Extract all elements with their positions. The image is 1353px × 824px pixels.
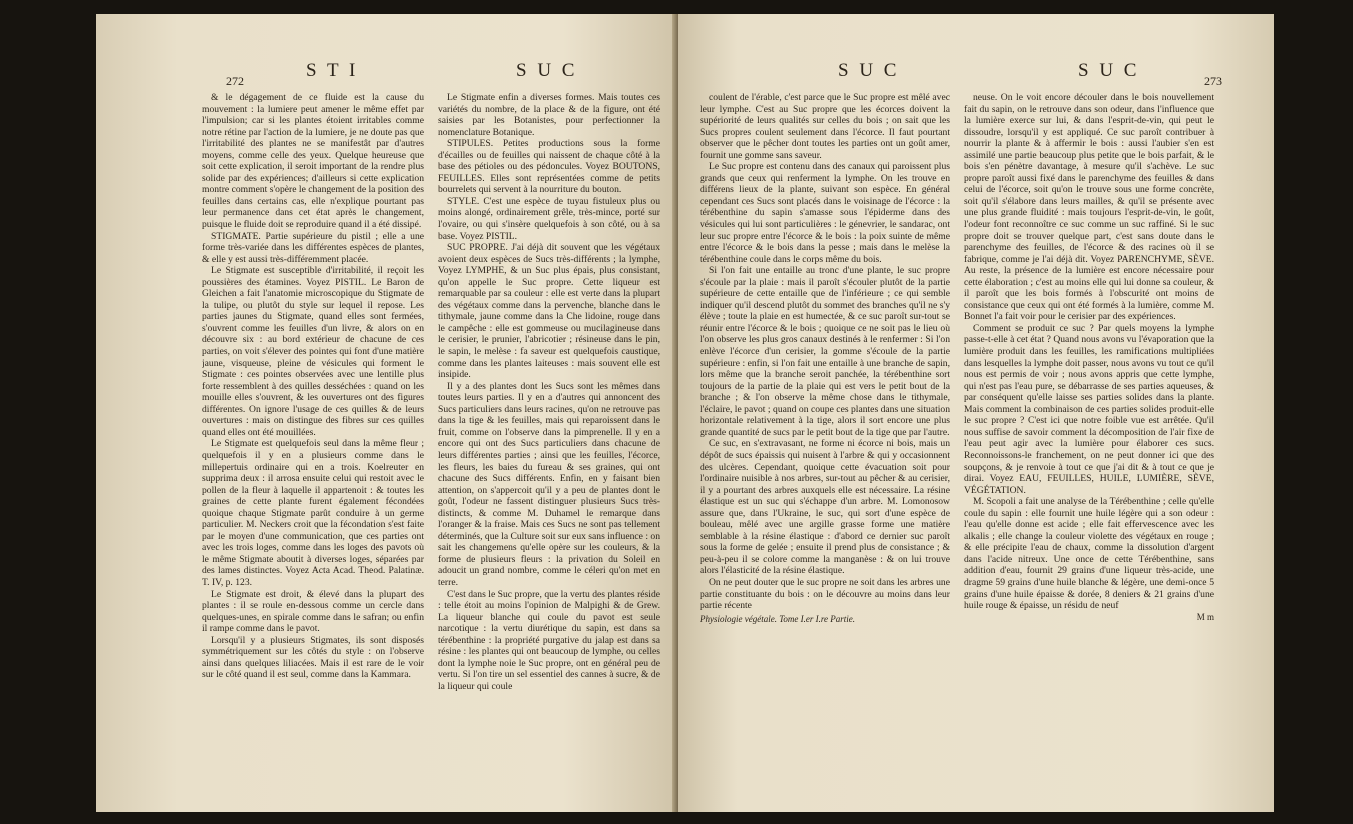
paragraph: Comment se produit ce suc ? Par quels moyens la lymphe passe-t-elle à cet état ? Quand nous avons vu l'évaporation que la lumière produit dans les feuilles, les ramifications multipliées dans lesquelles la lymphe doit passer, nous avons vu tout ce qu'il nous est permis de voir ; nous avons appris que cette lymphe, qui n'est pas l'eau pure, se débarrasse de ses parties aqueuses, & par conséquent qu'elle laisse ses parties solides dans la plante. Mais comment la combinaison de ces parties solides produit-elle le suc propre ? C'est ici que notre foible vue est arrêtée. Qu'il nous suffise de savoir comment la décomposition de l'air fixe de l'eau peut agir avec la lumière pour élaborer ces sucs. Reconnoissons-le franchement, on ne peut donner ici que des soupçons, & je renvoie à tout ce que j'ai dit & à tout ce que je dirai. Voyez EAU, FEUILLES, HUILE, LUMIÈRE, SÈVE, VÉGÉTATION. — [964, 322, 1214, 496]
right-column-1 — [700, 92, 950, 812]
page-number-left: 272 — [226, 74, 244, 88]
running-header-right-2: S U C — [1078, 60, 1140, 81]
paragraph: C'est dans le Suc propre, que la vertu des plantes réside : telle étoit au moins l'opinion de Malpighi & de Grew. La liqueur blanche qui coule du pavot est seule narcotique : la vertu diurétique du sapin, est dans sa térébenthine : la propriété purgative du jalap est dans sa résine : les plantes qui ont beaucoup de lymphe, ou celles dont la lymphe noie le Suc propre, ont en général peu de vertu. Si l'on tire un sel essentiel des cannes à sucre, & de la liqueur qui coule — [438, 588, 660, 692]
paragraph: On ne peut douter que le suc propre ne soit dans les arbres une partie constituante du bois : on le découvre au moins dans leur partie récente — [700, 576, 950, 612]
running-header-left-1: S T I — [306, 60, 359, 81]
paragraph: Le Stigmate est susceptible d'irritabilité, il reçoit les poussières des étamines. Voyez PISTIL. Le Baron de Gleichen a fait l'anatomie microscopique du Stigmate de la tulipe, ou plutôt du style sur lequel il repose. Les parties jaunes du Stigmate, quand elles sont fermées, s'ouvrent comme les feuilles d'un livre, & alors on en découvre six : au bord extérieur de chacune de ces parties, on voit s'élever des pointes qui font d'une matière jaune, visqueuse, pleine de vésicules qui forment le Stigmate : ces pointes observées avec une lentille plus forte ressemblent à des quilles desséchées : quand on les mouille elles s'ouvrent, & les ouvertures ont des figures différentes. On ignore l'usage de ces quilles & de leurs ouvertures : mais on distingue des fibres sur ces quilles quand elles ont été mouillées. — [202, 265, 424, 438]
running-header-left-2: S U C — [516, 60, 578, 81]
left-column-1 — [202, 92, 424, 812]
paragraph: Lorsqu'il y a plusieurs Stigmates, ils sont disposés symmétriquement sur les côtés du style : on l'observe ainsi dans quelques liliacées. Mais il est rare de le voir sur le côté quand il est seul, comme dans la Kammara. — [202, 634, 424, 681]
paragraph: neuse. On le voit encore découler dans le bois nouvellement fait du sapin, on le retrouve dans son odeur, dans l'influence que la lumière exerce sur lui, & dans l'esprit-de-vin, qui peut le dissoudre, lorsqu'il y est appliqué. Ce suc paroît contribuer à nourrir la plante & à affermir le bois : aussi l'aubier s'en est assimilé une partie beaucoup plus petite que le bois parfait, & le bois s'en pénètre davantage, à mesure qu'il s'achève. Le suc propre paroît aussi fixé dans le parenchyme des feuilles & dans celui de l'écorce, soit qu'on le trouve sous une forme concrète, soit qu'il s'élabore dans leurs mailles, & qu'il se présente avec une plus grande fluidité : mais toujours l'esprit-de-vin, le goût, l'odeur font reconnoître ce suc comme un suc raffiné. Si le suc propre doit se trouver quelque part, c'est sans doute dans le parenchyme des feuilles, de l'écorce & des racines où il se fabrique, comme je l'ai déjà dit. Voyez PARENCHYME, SÈVE. Au reste, la présence de la lumière est encore nécessaire pour cette élaboration ; c'est au moins elle qui lui donne sa couleur, & il paroît que les bois formés à l'obscurité ont moins de consistance que ceux qui ont été formés à la lumière, comme M. Bonnet l'a fait voir pour le cerisier par des expériences. — [964, 92, 1214, 323]
right-columns — [700, 92, 1214, 812]
running-header-right-1: S U C — [838, 60, 900, 81]
page-footer: Physiologie végétale. Tome I.er I.re Partie. — [700, 613, 856, 624]
left-page — [96, 14, 680, 812]
paragraph: Le Suc propre est contenu dans des canaux qui paroissent plus grands que ceux qui renferment la lymphe. On les trouve en différens lieux de la plante, suivant son espèce. En général cependant ces Sucs sont placés dans le voisinage de l'écorce : la térébenthine du sapin s'amasse sous l'épiderme dans des vésicules qui lui sont particulières : le génevrier, le sandarac, ont leur suc propre entre l'écorce & le bois : la poix suinte de même entre l'écorce & le bois dans la pesse ; mais dans le melèse la térébenthine coule dans le corps même du bois. — [700, 161, 950, 265]
right-column-2 — [964, 92, 1214, 812]
paragraph: Si l'on fait une entaille au tronc d'une plante, le suc propre s'écoule par la plaie : mais il paroît s'écouler plutôt de la partie supérieure de cette entaille que de l'inférieure ; ce qui semble indiquer qu'il descend plutôt du sommet des branches qu'il ne s'y élève ; toute la plaie en est humectée, & ce suc paroît sur-tout se réunir entre l'écorce & le bois ; quoique ce ne soit pas le lieu où l'on observe les plus gros canaux destinés à le renfermer : Si l'on enlève l'écorce d'un cerisier, la gomme s'écoule de la partie supérieure : enfin, si l'on fait une entaille à une branche de sapin, lors même que la branche seroit panchée, la térébenthine sort toujours de la partie de la plaie qui est vers le petit bout de la branche ; & l'on observe la même chose dans le tithymale, l'éclaire, le pavot ; quand on coupe ces plantes dans une situation horizontale relativement à la tige, alors il sort encore une plus grande quantité de sucs par le petit bout de la tige que par l'autre. — [700, 265, 950, 438]
paragraph: Le Stigmate est quelquefois seul dans la même fleur ; quelquefois il y en a plusieurs comme dans le millepertuis ordinaire qui en a trois. Koelreuter en supprima deux : il arrosa ensuite celui qui restoit avec le pollen de la fleur à laquelle il appartenoit : & toutes les graines de cette plante furent également fécondées quoique chaque Stigmate parût conduire à un germe particulier. M. Neckers croit que la fécondation s'est faite par le moyen d'une communication, que ces parties ont avec les trois loges, comme dans les loges des pavots où le même Stigmate aboutit à diverses loges, séparées par des lames distinctes. Voyez Acta Acad. Theod. Palatinæ. T. IV, p. 123. — [202, 438, 424, 588]
right-page — [678, 14, 1274, 812]
signature-mark: M m — [1196, 611, 1214, 622]
left-column-2 — [438, 92, 660, 812]
paragraph: STYLE. C'est une espèce de tuyau fistuleux plus ou moins alongé, ordinairement grêle, très-mince, porté sur l'ovaire, ou qui s'insère quelquefois à son côté, ou à sa base. Voyez PISTIL. — [438, 195, 660, 242]
left-columns — [202, 92, 660, 812]
paragraph: Le Stigmate enfin a diverses formes. Mais toutes ces variétés du nombre, de la place & de la figure, ont été saisies par les Botanistes, pour perfectionner la nomenclature Botanique. — [438, 92, 660, 138]
paragraph: M. Scopoli a fait une analyse de la Térébenthine ; celle qu'elle coule du sapin : elle fournit une huile légère qui a son odeur : l'eau qu'elle donne est acide ; elle fait effervescence avec les alkalis ; elle change la couleur violette des végétaux en rouge ; & elle précipite l'eau de chaux, comme la dissolution d'argent dans l'acide nitreux. Une once de cette Térébenthine, sans addition d'eau, fournit 29 grains d'une liqueur très-acide, une dragme 59 grains d'une huile blanche & légère, une demi-once 5 grains d'une huile épaisse & dorée, 8 deniers & 21 grains d'une huile rouge & épaisse, un résidu de neuf — [964, 496, 1214, 612]
paragraph: STIPULES. Petites productions sous la forme d'écailles ou de feuilles qui naissent de chaque côté à la base des pétioles ou des pédoncules. Voyez BOUTONS, FEUILLES. Elles sont représentées comme de petits bourrelets qui servent à la nourriture du bouton. — [438, 138, 660, 196]
paragraph: coulent de l'érable, c'est parce que le Suc propre est mêlé avec leur lymphe. C'est au Suc propre que les écorces doivent la supériorité de leurs qualités sur celles du bois ; on sait que les Sucs propres coulent seulement dans l'écorce. Il faut pourtant observer que le pêcher dont toutes les parties ont un goût amer, fournit une gomme sans saveur. — [700, 92, 950, 161]
paragraph: & le dégagement de ce fluide est la cause du mouvement : la lumiere peut amener le même effet par l'impulsion; car si les plantes étoient irritables comme notre rétine par l'action de la lumiere, je ne doute pas que l'irritabilité des plantes ne se manifestât par d'autres moyens, comme celle des yeux. Quelque heureuse que soit cette explication, il seroit important de la rendre plus solide par des expériences; d'ailleurs si cette explication montre comment s'opère le changement de la position des feuilles dans certains cas, elle n'explique pourtant pas leur permanence dans cet état après le changement, puisque le fluide doit se reproduire quand il a été dissipé. — [202, 92, 424, 231]
paragraph: STIGMATE. Partie supérieure du pistil ; elle a une forme très-variée dans les différentes espèces de plantes, & elle y est aussi très-différemment placée. — [202, 230, 424, 265]
paragraph: SUC PROPRE. J'ai déjà dit souvent que les végétaux avoient deux espèces de Sucs très-différents ; la lymphe, Voyez LYMPHE, & un Suc plus épais, plus consistant, qu'on appelle le Suc propre. Cette liqueur est remarquable par sa couleur : elle est verte dans la plupart des végétaux comme dans la pervenche, blanche dans le tithymale, jaune comme dans la Che lidoine, rouge dans le campêche : elle est gommeuse ou mucilagineuse dans le cerisier, le prunier, l'abricotier ; résineuse dans le pin, le sapin, le melèse : fa saveur est quelquefois caustique, comme dans les plantes laiteuses : mais souvent elle est insipide. — [438, 242, 660, 381]
paragraph: Le Stigmate est droit, & élevé dans la plupart des plantes : il se roule en-dessous comme un cercle dans quelques-unes, en spirale comme dans le safran; ou enfin il rampe comme dans le pavot. — [202, 588, 424, 635]
page-number-right: 273 — [1204, 74, 1222, 88]
paragraph: Il y a des plantes dont les Sucs sont les mêmes dans toutes leurs parties. Il y en a d'autres qui annoncent des Sucs particuliers dans leurs racines, qu'on ne retrouve pas dans la tige & les feuilles, mais qui reparoissent dans le fruit, comme on l'observe dans la pimprenelle. Il y en a encore qui ont des Sucs particuliers dans chacune de leurs différentes parties ; ainsi que les feuilles, l'écorce, les fleurs, les baies du fureau & ses graines, qui ont chacune des Sucs différents. Enfin, en y faisant bien attention, on s'appercoit qu'il y a peu de plantes dont le goût, l'odeur ne fassent distinguer plusieurs Sucs très-distincts, & comme M. Duhamel le remarque dans l'oranger & la fraise. Mais ces Sucs ne sont pas tellement déterminés, que la Culture soit sur eux sans influence : on sait les changemens qu'elle opère sur les couleurs, & la forme de plusieurs fleurs : la privation du Soleil en adoucit un grand nombre, comme le céleri qu'on met en terre. — [438, 380, 660, 588]
paragraph: Ce suc, en s'extravasant, ne forme ni écorce ni bois, mais un dépôt de sucs épaissis qui nuisent à l'arbre & qui y occasionnent des ulcères. Cependant, quoique cette évacuation soit pour l'ordinaire nuisible à nos arbres, sur-tout au pêcher & au cerisier, il y a pourtant des arbres auxquels elle est nécessaire. La résine élastique est un suc qui s'échappe d'un arbre. M. Lomonosow assure que, dans l'Ukraine, le suc, qui sort d'une espèce de bouleau, mêlé avec une argille grasse forme une matière semblable à la résine élastique : d'abord ce dernier suc paroît sous la forme de gelée ; ensuite il prend plus de consistance ; & peu-à-peu il se colore comme la manganèse : & on lui trouve alors l'élasticité de la résine élastique. — [700, 438, 950, 577]
